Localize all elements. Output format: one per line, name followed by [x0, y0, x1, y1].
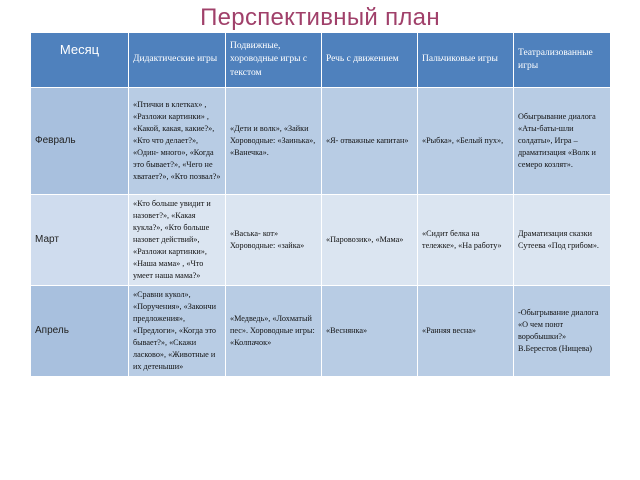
cell-finger: «Сидит белка на тележке», «На работу»: [418, 195, 514, 286]
table-row-february: [31, 88, 611, 195]
cell-theatre: -Обыгрывание диалога «О чем поют воробышки?» В.Берестов (Нищева): [514, 286, 611, 377]
cell-didactic: «Кто больше увидит и назовет?», «Какая кукла?», «Кто больше назовет действий», «Разложи картинки», «Наша мама» , «Что умеет наша мама?»: [129, 195, 226, 286]
cell-month: Февраль: [31, 88, 129, 195]
plan-table: [30, 32, 611, 377]
cell-didactic: «Птички в клетках» , «Разложи картинки» , «Какой, какая, какие?», «Кто что делает?», «Один- много», «Когда это бывает?», «Чего не хватает?», «Кто позвал?»: [129, 88, 226, 195]
cell-month: Апрель: [31, 286, 129, 377]
cell-speech: «Веснянка»: [322, 286, 418, 377]
cell-month: Март: [31, 195, 129, 286]
header-theatre-games: Театрализованные игры: [514, 33, 611, 88]
header-active-games: Подвижные, хороводные игры с текстом: [226, 33, 322, 88]
cell-theatre: Обыгрывание диалога «Аты-баты-шли солдаты», Игра – драматизация «Волк и семеро козлят».: [514, 88, 611, 195]
table-row-april: [31, 286, 611, 377]
header-month: Месяц: [31, 33, 129, 88]
cell-active: «Медведь», «Лохматый пес». Хороводные игры: «Колпачок»: [226, 286, 322, 377]
cell-theatre: Драматизация сказки Сутеева «Под грибом».: [514, 195, 611, 286]
header-row: [31, 33, 611, 88]
cell-finger: «Рыбка», «Белый пух»,: [418, 88, 514, 195]
header-finger-games: Пальчиковые игры: [418, 33, 514, 88]
page-title: Перспективный план: [200, 4, 440, 31]
cell-speech: «Я- отважные капитан»: [322, 88, 418, 195]
cell-finger: «Ранняя весна»: [418, 286, 514, 377]
cell-didactic: «Сравни кукол», «Поручения», «Закончи предложения», «Предлоги», «Когда это бывает?», «Скажи ласково», «Животные и их детеныши»: [129, 286, 226, 377]
cell-active: «Дети и волк», «Зайки Хороводные: «Заинька», «Ванечка».: [226, 88, 322, 195]
cell-active: «Васька- кот» Хороводные: «зайка»: [226, 195, 322, 286]
table-row-march: [31, 195, 611, 286]
header-didactic-games: Дидактические игры: [129, 33, 226, 88]
header-speech-movement: Речь с движением: [322, 33, 418, 88]
cell-speech: «Паровозик», «Мама»: [322, 195, 418, 286]
